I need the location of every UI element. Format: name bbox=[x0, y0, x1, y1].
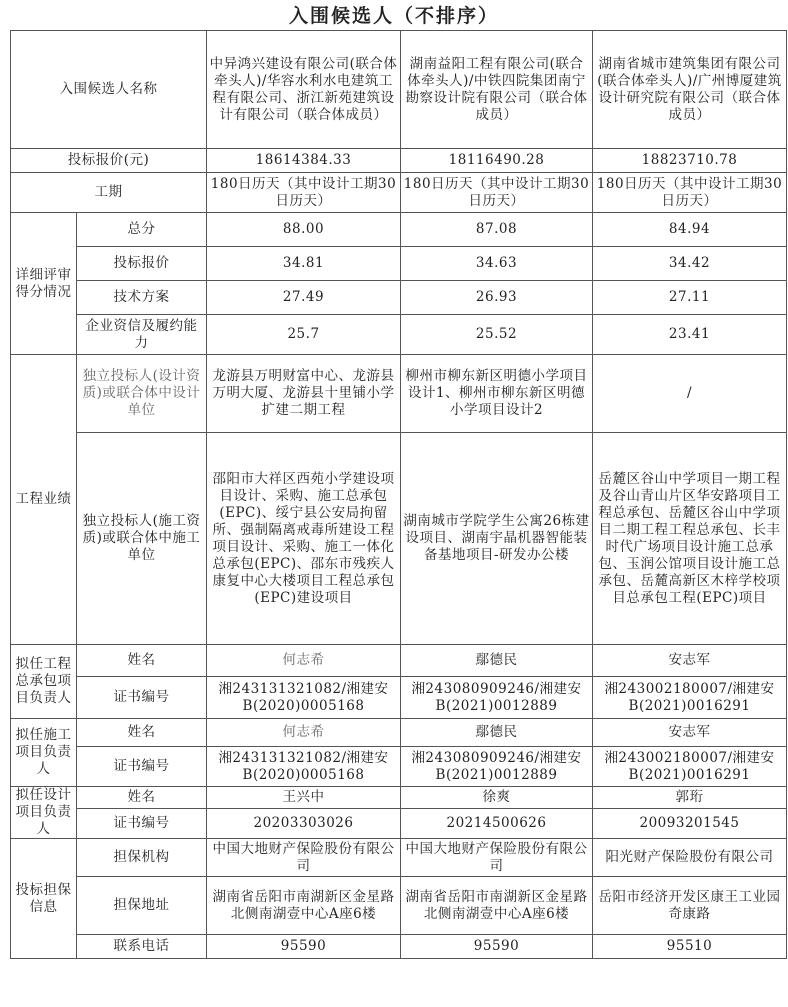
candidate-3-tech-score: 27.11 bbox=[593, 281, 787, 315]
candidate-3-total: 84.94 bbox=[593, 213, 787, 247]
candidate-3-price-score: 34.42 bbox=[593, 247, 787, 281]
label-construction-cert: 证书编号 bbox=[77, 747, 207, 787]
candidate-1-qual-score: 25.7 bbox=[207, 315, 401, 355]
row-design-manager-name bbox=[11, 787, 787, 809]
candidate-2-duration: 180日历天（其中设计工期30日历天） bbox=[401, 173, 593, 213]
row-construction-performance bbox=[11, 433, 787, 645]
candidate-3-phone: 95510 bbox=[593, 935, 787, 959]
candidate-3-duration: 180日历天（其中设计工期30日历天） bbox=[593, 173, 787, 213]
label-construction-unit: 独立投标人(施工资质)或联合体中施工单位 bbox=[77, 433, 207, 645]
candidate-2-construction-perf: 湖南城市学院学生公寓26栋建设项目、湖南宇晶机器智能装备基地项目-研发办公楼 bbox=[401, 433, 593, 645]
row-epc-manager-name bbox=[11, 645, 787, 677]
label-duration: 工期 bbox=[11, 173, 207, 213]
row-guarantor bbox=[11, 839, 787, 877]
candidate-3-epc-cert: 湘243002180007/湘建安B(2021)0016291 bbox=[593, 677, 787, 719]
candidate-3-epc-manager: 安志军 bbox=[593, 645, 787, 677]
candidate-2-design-manager: 徐爽 bbox=[401, 787, 593, 809]
label-guarantee: 投标担保信息 bbox=[11, 839, 77, 959]
label-bid-price: 投标报价(元) bbox=[11, 149, 207, 173]
row-bid-price bbox=[11, 149, 787, 173]
row-qual-score bbox=[11, 315, 787, 355]
label-total-score: 总分 bbox=[77, 213, 207, 247]
candidate-1-price-score: 34.81 bbox=[207, 247, 401, 281]
label-design-name: 姓名 bbox=[77, 787, 207, 809]
candidate-1-construction-perf: 邵阳市大祥区西苑小学建设项目设计、采购、施工总承包(EPC)、绥宁县公安局拘留所、强制隔离戒毒所建设工程项目设计、采购、施工一体化总承包(EPC)、邵东市残疾人康复中心大楼项目工程总承包(EPC)建设项目 bbox=[207, 433, 401, 645]
candidate-1-total: 88.00 bbox=[207, 213, 401, 247]
candidate-3-qual-score: 23.41 bbox=[593, 315, 787, 355]
candidate-2-name: 湖南益阳工程有限公司(联合体牵头人)/中铁四院集团南宁勘察设计院有限公司（联合体成员） bbox=[401, 31, 593, 149]
label-candidate-name: 入围候选人名称 bbox=[11, 31, 207, 149]
label-phone: 联系电话 bbox=[77, 935, 207, 959]
candidates-table bbox=[10, 30, 787, 959]
candidate-2-design-perf: 柳州市柳东新区明德小学项目设计1、柳州市柳东新区明德小学项目设计2 bbox=[401, 355, 593, 433]
candidate-1-phone: 95590 bbox=[207, 935, 401, 959]
candidate-1-guarantor-address: 湖南省岳阳市南湖新区金星路北侧南湖壹中心A座6楼 bbox=[207, 877, 401, 935]
candidate-2-tech-score: 26.93 bbox=[401, 281, 593, 315]
row-design-manager-cert bbox=[11, 809, 787, 839]
candidate-3-name: 湖南省城市建筑集团有限公司(联合体牵头人)/广州博厦建筑设计研究院有限公司（联合体成员） bbox=[593, 31, 787, 149]
candidate-1-construction-manager: 何志希 bbox=[207, 719, 401, 747]
candidate-1-design-manager: 王兴中 bbox=[207, 787, 401, 809]
label-construction-manager: 拟任施工项目负责人 bbox=[11, 719, 77, 787]
candidate-1-design-cert: 20203303026 bbox=[207, 809, 401, 839]
candidate-3-design-perf: / bbox=[593, 355, 787, 433]
row-construction-manager-cert bbox=[11, 747, 787, 787]
candidate-2-qual-score: 25.52 bbox=[401, 315, 593, 355]
candidate-3-construction-cert: 湘243002180007/湘建安B(2021)0016291 bbox=[593, 747, 787, 787]
candidate-1-guarantor: 中国大地财产保险股份有限公司 bbox=[207, 839, 401, 877]
row-epc-manager-cert bbox=[11, 677, 787, 719]
label-design-unit: 独立投标人(设计资质)或联合体中设计单位 bbox=[77, 355, 207, 433]
candidate-3-guarantor-address: 岳阳市经济开发区康王工业园奇康路 bbox=[593, 877, 787, 935]
label-tech-score: 技术方案 bbox=[77, 281, 207, 315]
candidate-2-guarantor-address: 湖南省岳阳市南湖新区金星路北侧南湖壹中心A座6楼 bbox=[401, 877, 593, 935]
row-candidate-name bbox=[11, 31, 787, 149]
candidate-3-construction-perf: 岳麓区谷山中学项目一期工程及谷山青山片区华安路项目工程总承包、岳麓区谷山中学项目二期工程工程总承包、长丰时代广场项目设计施工总承包、玉润公馆项目设计施工总承包、岳麓高新区木梓学校项目总承包工程(EPC)项目 bbox=[593, 433, 787, 645]
row-design-performance bbox=[11, 355, 787, 433]
candidate-2-epc-manager: 鄢德民 bbox=[401, 645, 593, 677]
candidate-1-epc-manager: 何志希 bbox=[207, 645, 401, 677]
candidate-1-design-perf: 龙游县万明财富中心、龙游县万明大厦、龙游县十里铺小学扩建二期工程 bbox=[207, 355, 401, 433]
candidate-1-duration: 180日历天（其中设计工期30日历天） bbox=[207, 173, 401, 213]
label-design-manager: 拟任设计项目负责人 bbox=[11, 787, 77, 839]
label-performance: 工程业绩 bbox=[11, 355, 77, 645]
label-guarantor: 担保机构 bbox=[77, 839, 207, 877]
candidate-2-price-score: 34.63 bbox=[401, 247, 593, 281]
page-title: 入围候选人（不排序） bbox=[288, 5, 499, 27]
label-epc-name: 姓名 bbox=[77, 645, 207, 677]
candidate-3-bid-price: 18823710.78 bbox=[593, 149, 787, 173]
label-epc-cert: 证书编号 bbox=[77, 677, 207, 719]
candidate-2-total: 87.08 bbox=[401, 213, 593, 247]
candidate-1-epc-cert: 湘243131321082/湘建安B(2020)0005168 bbox=[207, 677, 401, 719]
label-price-score: 投标报价 bbox=[77, 247, 207, 281]
row-guarantor-address bbox=[11, 877, 787, 935]
candidate-1-tech-score: 27.49 bbox=[207, 281, 401, 315]
candidate-3-design-cert: 20093201545 bbox=[593, 809, 787, 839]
label-qual-score: 企业资信及履约能力 bbox=[77, 315, 207, 355]
row-duration bbox=[11, 173, 787, 213]
candidate-3-guarantor: 阳光财产保险股份有限公司 bbox=[593, 839, 787, 877]
label-design-cert: 证书编号 bbox=[77, 809, 207, 839]
label-guarantor-address: 担保地址 bbox=[77, 877, 207, 935]
row-total-score bbox=[11, 213, 787, 247]
candidate-2-guarantor: 中国大地财产保险股份有限公司 bbox=[401, 839, 593, 877]
label-construction-name: 姓名 bbox=[77, 719, 207, 747]
candidate-2-bid-price: 18116490.28 bbox=[401, 149, 593, 173]
label-detailed-score: 详细评审得分情况 bbox=[11, 213, 77, 355]
row-price-score bbox=[11, 247, 787, 281]
row-phone bbox=[11, 935, 787, 959]
candidate-1-name: 中异鸿兴建设有限公司(联合体牵头人)/华容水利水电建筑工程有限公司、浙江新苑建筑设计有限公司（联合体成员） bbox=[207, 31, 401, 149]
candidate-3-construction-manager: 安志军 bbox=[593, 719, 787, 747]
label-epc-manager: 拟任工程总承包项目负责人 bbox=[11, 645, 77, 719]
row-construction-manager-name bbox=[11, 719, 787, 747]
candidate-2-construction-cert: 湘243080909246/湘建安B(2021)0012889 bbox=[401, 747, 593, 787]
candidate-2-phone: 95590 bbox=[401, 935, 593, 959]
candidate-2-epc-cert: 湘243080909246/湘建安B(2021)0012889 bbox=[401, 677, 593, 719]
candidate-3-design-manager: 郭珩 bbox=[593, 787, 787, 809]
row-tech-score bbox=[11, 281, 787, 315]
candidate-1-bid-price: 18614384.33 bbox=[207, 149, 401, 173]
candidate-2-construction-manager: 鄢德民 bbox=[401, 719, 593, 747]
candidate-1-construction-cert: 湘243131321082/湘建安B(2020)0005168 bbox=[207, 747, 401, 787]
candidate-2-design-cert: 20214500626 bbox=[401, 809, 593, 839]
